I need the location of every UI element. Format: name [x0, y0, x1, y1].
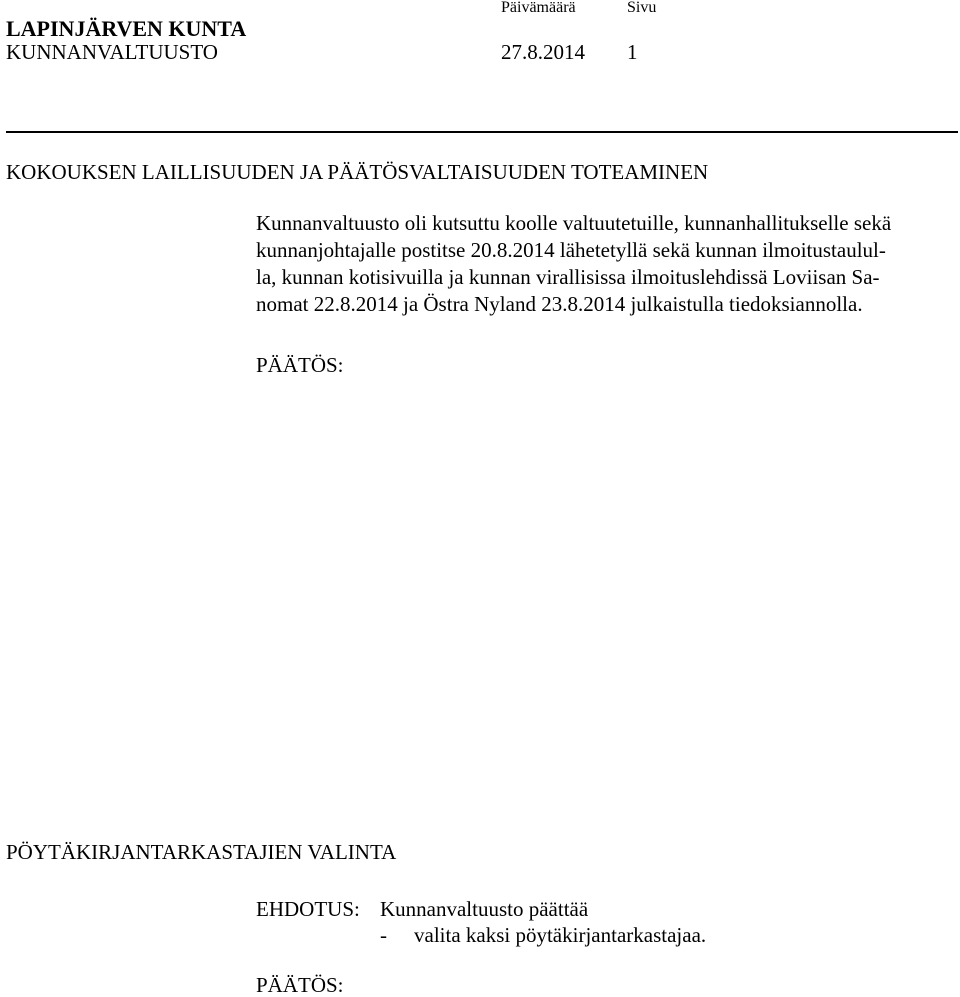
page-label: Sivu	[627, 0, 657, 16]
governing-body: KUNNANVALTUUSTO	[6, 40, 218, 64]
proposal-label: EHDOTUS:	[256, 897, 360, 921]
header-divider	[6, 131, 958, 133]
list-bullet: -	[380, 923, 387, 947]
proposal-text: Kunnanvaltuusto päättää	[380, 897, 589, 921]
paragraph-line: nomat 22.8.2014 ja Östra Nyland 23.8.2014 julkaistulla tiedoksiannolla.	[256, 292, 863, 316]
decision-label-inspectors: PÄÄTÖS:	[256, 973, 344, 997]
organization-name: LAPINJÄRVEN KUNTA	[6, 16, 247, 41]
page-number: 1	[627, 40, 638, 64]
paragraph-line: Kunnanvaltuusto oli kutsuttu koolle valtuutetuille, kunnanhallitukselle sekä	[256, 211, 892, 235]
section-heading-inspectors: PÖYTÄKIRJANTARKASTAJIEN VALINTA	[6, 840, 397, 864]
section-heading-legality: KOKOUKSEN LAILLISUUDEN JA PÄÄTÖSVALTAISUUDEN TOTEAMINEN	[6, 160, 709, 184]
list-item-text: valita kaksi pöytäkirjantarkastajaa.	[414, 923, 707, 947]
decision-label-legality: PÄÄTÖS:	[256, 353, 344, 377]
paragraph-line: la, kunnan kotisivuilla ja kunnan virallisissa ilmoituslehdissä Loviisan Sa-	[256, 265, 880, 289]
meeting-date: 27.8.2014	[501, 40, 585, 64]
paragraph-line: kunnanjohtajalle postitse 20.8.2014 lähetetyllä sekä kunnan ilmoitustaulul-	[256, 238, 886, 262]
legality-paragraph	[256, 210, 956, 318]
date-label: Päivämäärä	[501, 0, 576, 16]
